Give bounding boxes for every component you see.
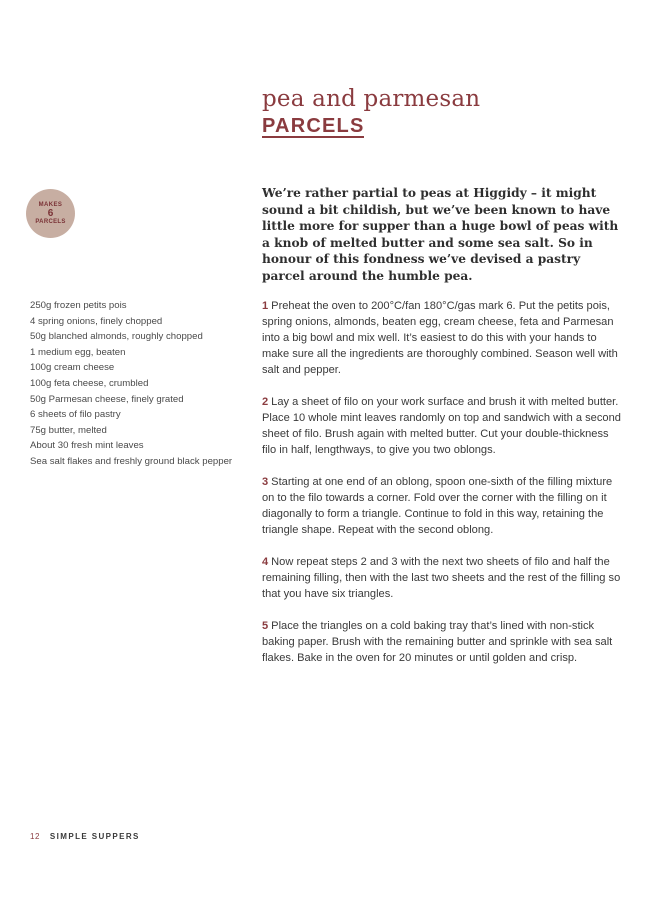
makes-unit: PARCELS	[35, 218, 66, 225]
step-number: 3	[262, 476, 269, 488]
step-number: 1	[262, 300, 269, 312]
ingredient-item: 100g feta cheese, crumbled	[30, 377, 149, 389]
method-step	[262, 554, 624, 602]
makes-badge	[26, 189, 75, 238]
step-text: Now repeat steps 2 and 3 with the next two sheets of filo and half the remaining filling, then with the last two sheets and the rest of the filling so that you have six triangles.	[262, 556, 621, 600]
ingredient-item: 75g butter, melted	[30, 424, 107, 436]
method-steps	[262, 298, 624, 682]
recipe-intro: We’re rather partial to peas at Higgidy – it might sound a bit childish, but we’ve been known to have little more for supper than a huge bowl of peas with a knob of melted butter and some sea salt. So in honour of this fondness we’ve devised a pastry parcel around the humble pea.	[262, 186, 619, 283]
step-number: 4	[262, 556, 269, 568]
method-step	[262, 618, 624, 666]
step-text: Starting at one end of an oblong, spoon one-sixth of the filling mixture on to the filo towards a corner. Fold over the corner with the filling on it diagonally to form a triangle. Continue to fold in this way, retaining the triangle shape. Repeat with the second oblong.	[262, 476, 613, 536]
page-footer	[30, 832, 140, 841]
method-step	[262, 394, 624, 458]
recipe-title-line2: PARCELS	[262, 115, 365, 137]
ingredient-item: 6 sheets of filo pastry	[30, 409, 121, 421]
ingredient-item: 50g blanched almonds, roughly chopped	[30, 331, 203, 343]
ingredient-item: 1 medium egg, beaten	[30, 346, 126, 358]
ingredients-list	[30, 298, 233, 470]
ingredient-item: 250g frozen petits pois	[30, 300, 127, 311]
ingredient-item: 4 spring onions, finely chopped	[30, 315, 163, 327]
ingredient-item: 100g cream cheese	[30, 362, 115, 374]
ingredient-item: About 30 fresh mint leaves	[30, 440, 144, 452]
step-text: Lay a sheet of filo on your work surface and brush it with melted butter. Place 10 whole mint leaves randomly on top and sandwich with a second sheet of filo. Brush again with melted butter. Cut your double-thickness filo in half, lengthways, to give you two oblongs.	[262, 396, 621, 456]
ingredient-item: Sea salt flakes and freshly ground black pepper	[30, 455, 233, 467]
step-text: Place the triangles on a cold baking tray that’s lined with non-stick baking paper. Brush with the remaining butter and sprinkle with sea salt flakes. Bake in the oven for 20 minutes or until golden and crisp.	[262, 620, 613, 664]
recipe-title-line1: pea and parmesan	[262, 86, 481, 112]
makes-count: 6	[47, 207, 54, 219]
method-step	[262, 474, 624, 538]
page-number: 12	[30, 832, 40, 841]
step-number: 5	[262, 620, 269, 632]
makes-label: MAKES	[38, 201, 63, 208]
ingredient-item: 50g Parmesan cheese, finely grated	[30, 393, 184, 405]
section-title: SIMPLE SUPPERS	[49, 832, 140, 841]
step-number: 2	[262, 396, 269, 408]
method-step	[262, 298, 624, 378]
step-text: Preheat the oven to 200°C/fan 180°C/gas mark 6. Put the petits pois, spring onions, almonds, beaten egg, cream cheese, feta and Parmesan into a big bowl and mix well. It’s easiest to do this with your hands to make sure all the ingredients are thoroughly combined. Season well with salt and pepper.	[262, 300, 618, 376]
